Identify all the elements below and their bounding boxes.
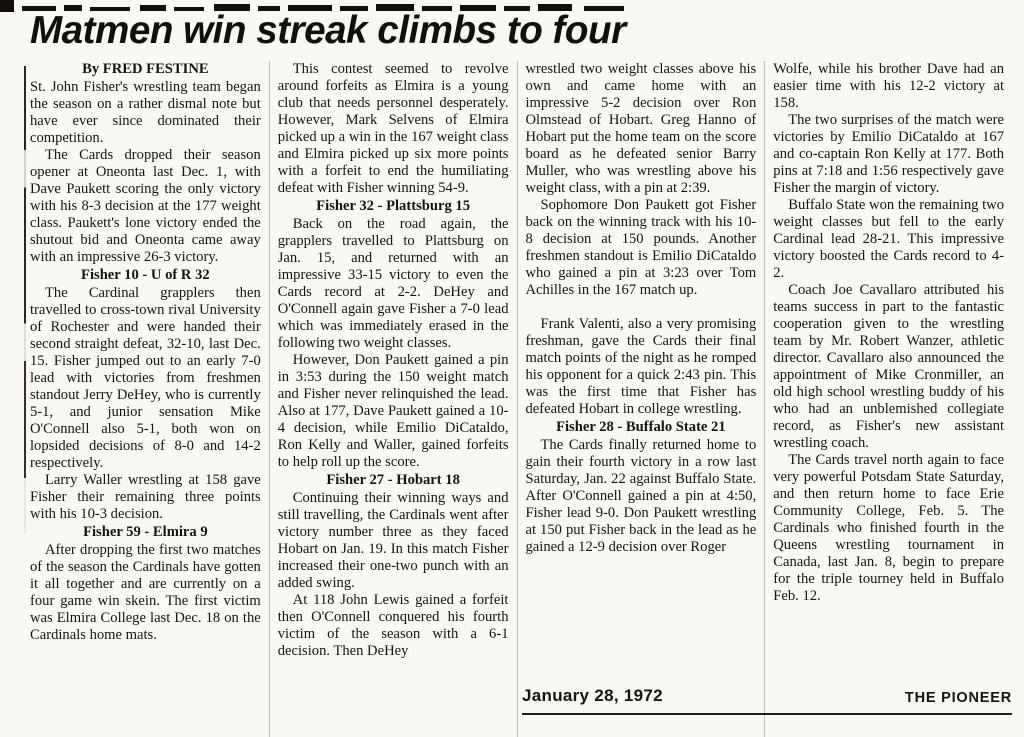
article-paragraph: wrestled two weight classes above his own and came home with an impressive 5-2 decision over Ron Olmstead of Hobart. Greg Hanno of Hobart put the home team on the score board as he defeated senior Barry Muller, who was wrestling above his weight class, with a pin at 2:39.: [525, 61, 757, 196]
page-footer: [522, 686, 1012, 715]
article-paragraph: The Cards finally returned home to gain their fourth victory in a row last Saturday, Jan. 22 against Buffalo State. After O'Connell gained a pin at 4:50, Fisher lead 9-0. Don Paukett wrestling at 150 put Fisher back in the lead as he gained a 12-9 decision over Roger: [525, 437, 757, 555]
article-headline: Matmen win streak climbs to four: [30, 9, 626, 52]
article-paragraph: Coach Joe Cavallaro attributed his teams success in part to the fantastic cooperation given to the wrestling team by Mr. Robert Wanzer, athletic director. Cavallaro also announced the appointment of Mike Cronmiller, an old high school wrestling buddy of his who had an unblemished collegiate record, as Fisher's new assistant wrestling coach.: [773, 282, 1004, 451]
article-paragraph: Continuing their winning ways and still travelling, the Cardinals went after victory number three as they faced Hobart on Jan. 19. In this match Fisher increased their one-two punch with an added swing.: [277, 490, 509, 591]
article-column-4: [764, 61, 1012, 737]
article-columns: [28, 61, 1012, 737]
article-paragraph: This contest seemed to revolve around forfeits as Elmira is a young club that needs personnel desperately. However, Mark Selvens of Elmira picked up a win in the 167 weight class and Elmira picked up six more points with a forfeit to end the humiliating defeat with Fisher winning 54-9.: [277, 61, 509, 196]
article-paragraph: Sophomore Don Paukett got Fisher back on the winning track with his 10-8 decision at 150 pounds. Another freshmen standout is Emilio DiCataldo who gained a pin at 3:23 over Tom Achilles in the 167 match up.: [525, 197, 757, 298]
article-column-3: [517, 61, 765, 737]
match-score-subhead: Fisher 10 - U of R 32: [81, 267, 210, 283]
article-paragraph: However, Don Paukett gained a pin in 3:53 during the 150 weight match and Fisher never relinquished the lead. Also at 177, Dave Paukett gained a 10-4 decision, while Emilio DiCataldo, Ron Kelly and Waller, gained forfeits to help roll up the score.: [277, 352, 509, 470]
newspaper-name: THE PIONEER: [904, 690, 1012, 706]
article-column-2: [269, 61, 517, 737]
article-paragraph: Wolfe, while his brother Dave had an easier time with his 12-2 victory at 158.: [773, 61, 1004, 111]
article-paragraph: Larry Waller wrestling at 158 gave Fisher their remaining three points with his 10-3 decision.: [30, 472, 261, 522]
article-paragraph: Back on the road again, the grapplers travelled to Plattsburg on Jan. 15, and returned with an impressive 33-15 victory to even the Cards record at 2-2. DeHey and O'Connell again gave Fisher a 7-0 lead which was immediately erased in the following two weight classes.: [277, 216, 509, 351]
article-paragraph: The Cardinal grapplers then travelled to cross-town rival University of Rochester and were handed their second straight defeat, 32-10, last Dec. 15. Fisher jumped out to an early 7-0 lead with victories from freshmen standout Jerry DeHey, who is currently 5-1, and junior sensation Mike O'Connell also 5-1, both won on lopsided decisions of 8-0 and 14-2 respectively.: [30, 285, 261, 471]
byline: By FRED FESTINE: [82, 61, 209, 77]
match-score-subhead: Fisher 27 - Hobart 18: [326, 472, 460, 488]
article-paragraph: The Cards travel north again to face very powerful Potsdam State Saturday, and then return home to face Erie Community College, Feb. 5. The Cardinals who finished fourth in the Queens wrestling tournament in Canada, last Jan. 8, begin to prepare for the triple tourney held in Buffalo Feb. 12.: [773, 452, 1004, 604]
article-paragraph: After dropping the first two matches of the season the Cardinals have gotten it all together and are currently on a four game win skein. The first victim was Elmira College last Dec. 18 on the Cardinals home mats.: [30, 542, 261, 643]
article-paragraph: The two surprises of the match were victories by Emilio DiCataldo at 167 and co-captain Ron Kelly at 177. Both pins at 7:18 and 1:56 respectively gave Fisher the margin of victory.: [773, 112, 1004, 196]
article-paragraph: St. John Fisher's wrestling team began the season on a rather dismal note but have ever since dominated their competition.: [30, 79, 261, 146]
issue-date: January 28, 1972: [522, 686, 663, 705]
article-column-1: [28, 61, 269, 737]
article-paragraph: At 118 John Lewis gained a forfeit then O'Connell conquered his fourth victim of the season with a 6-1 decision. Then DeHey: [277, 592, 509, 659]
match-score-subhead: Fisher 59 - Elmira 9: [83, 524, 208, 540]
article-paragraph: The Cards dropped their season opener at Oneonta last Dec. 1, with Dave Paukett scoring the only victory with his 8-3 decision at the 177 weight class. Paukett's lone victory ended the shutout bid and Oneonta came away with an impressive 26-3 victory.: [30, 147, 261, 265]
column-edge-rule: [24, 66, 26, 534]
match-score-subhead: Fisher 32 - Plattsburg 15: [316, 198, 471, 214]
match-score-subhead: Fisher 28 - Buffalo State 21: [556, 419, 726, 435]
article-paragraph: Buffalo State won the remaining two weight classes but fell to the early Cardinal lead 28-21. This impressive victory boosted the Cards record to 4-2.: [773, 197, 1005, 281]
article-paragraph: Frank Valenti, also a very promising freshman, gave the Cards their final match points of the night as he romped his opponent for a quick 2:43 pin. This was the first time that Fisher has defeated Hobart in college wrestling.: [525, 316, 757, 417]
